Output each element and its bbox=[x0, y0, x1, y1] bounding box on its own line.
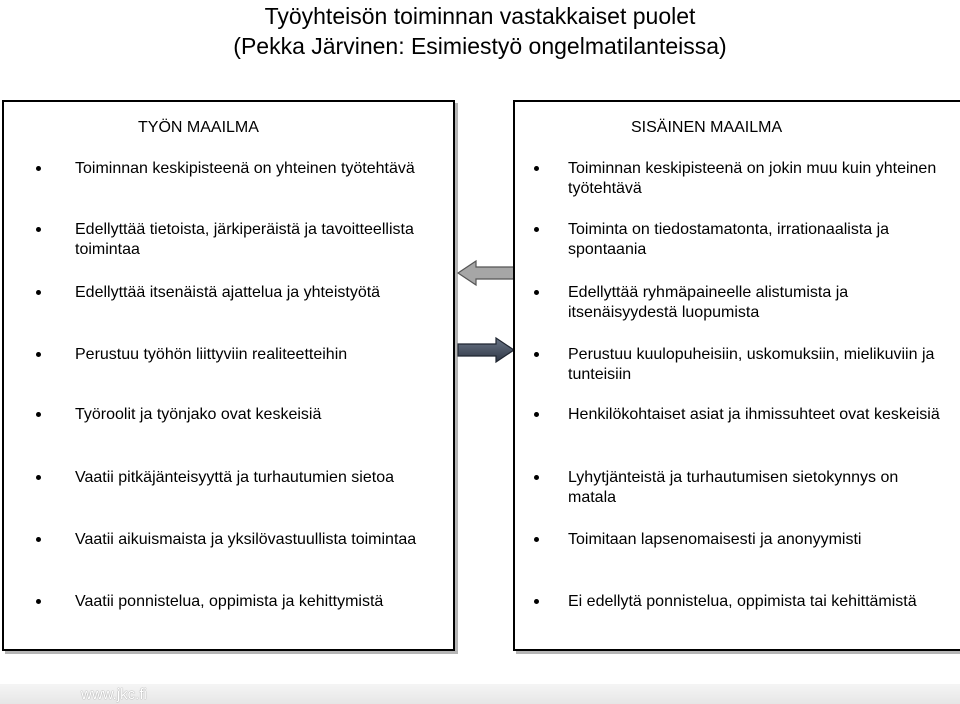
bullet-icon bbox=[534, 412, 539, 417]
list-item-text: Ei edellytä ponnistelua, oppimista tai kehittämistä bbox=[568, 593, 917, 610]
list-item-text: Toimitaan lapsenomaisesti ja anonyymisti bbox=[568, 531, 862, 548]
bullet-icon bbox=[36, 227, 41, 232]
work-world-box bbox=[2, 100, 455, 651]
bullet-icon bbox=[534, 599, 539, 604]
bullet-icon bbox=[534, 352, 539, 357]
footer-url: www.jkc.fi bbox=[81, 686, 147, 703]
bullet-icon bbox=[534, 227, 539, 232]
page-subtitle: (Pekka Järvinen: Esimiestyö ongelmatilanteissa) bbox=[233, 33, 727, 59]
list-item-text: Vaatii pitkäjänteisyyttä ja turhautumien sietoa bbox=[75, 469, 394, 486]
arrow-left-icon bbox=[456, 259, 516, 287]
bullet-icon bbox=[36, 166, 41, 171]
list-item-text: Toiminnan keskipisteenä on yhteinen työtehtävä bbox=[75, 160, 415, 177]
page-title: Työyhteisön toiminnan vastakkaiset puolet bbox=[264, 3, 696, 29]
arrow-right-icon bbox=[456, 336, 516, 364]
list-item-text: Työroolit ja työnjako ovat keskeisiä bbox=[75, 406, 322, 423]
list-item-text: Vaatii ponnistelua, oppimista ja kehittymistä bbox=[75, 593, 384, 610]
bullet-icon bbox=[36, 537, 41, 542]
bullet-icon bbox=[534, 537, 539, 542]
list-item-text: Edellyttää tietoista, järkiperäistä ja tavoitteellista toimintaa bbox=[75, 221, 414, 258]
bullet-icon bbox=[36, 599, 41, 604]
bullet-icon bbox=[36, 352, 41, 357]
bullet-icon bbox=[534, 166, 539, 171]
bullet-icon bbox=[36, 412, 41, 417]
inner-world-box bbox=[513, 100, 960, 651]
bullet-icon bbox=[36, 290, 41, 295]
inner-world-heading: SISÄINEN MAAILMA bbox=[631, 119, 783, 136]
list-item-text: Toiminta on tiedostamatonta, irrationaalista ja spontaania bbox=[568, 221, 890, 258]
bullet-icon bbox=[534, 475, 539, 480]
bullet-icon bbox=[36, 475, 41, 480]
list-item-text: Edellyttää itsenäistä ajattelua ja yhteistyötä bbox=[75, 284, 381, 301]
list-item-text: Perustuu kuulopuheisiin, uskomuksiin, mielikuviin ja tunteisiin bbox=[568, 346, 935, 383]
list-item-text: Perustuu työhön liittyviin realiteetteihin bbox=[75, 346, 348, 363]
list-item-text: Lyhytjänteistä ja turhautumisen sietokynnys on matala bbox=[568, 469, 899, 506]
list-item-text: Edellyttää ryhmäpaineelle alistumista ja itsenäisyydestä luopumista bbox=[568, 284, 849, 321]
list-item-text: Henkilökohtaiset asiat ja ihmissuhteet ovat keskeisiä bbox=[568, 406, 940, 423]
bullet-icon bbox=[534, 290, 539, 295]
work-world-heading: TYÖN MAAILMA bbox=[138, 119, 259, 136]
list-item-text: Toiminnan keskipisteenä on jokin muu kuin yhteinen työtehtävä bbox=[568, 160, 937, 197]
list-item-text: Vaatii aikuismaista ja yksilövastuullista toimintaa bbox=[75, 531, 417, 548]
